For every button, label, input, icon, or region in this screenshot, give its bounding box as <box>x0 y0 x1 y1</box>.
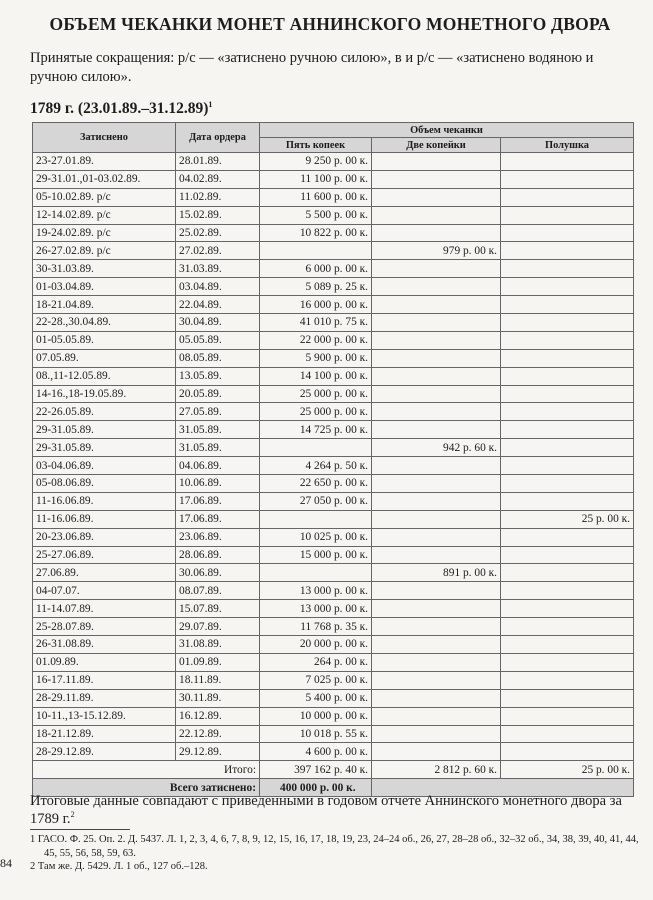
cell-two-kopeks <box>372 528 501 546</box>
cell-zatisneno: 25-28.07.89. <box>33 618 176 636</box>
cell-two-kopeks <box>372 636 501 654</box>
cell-zatisneno: 29-31.01.,01-03.02.89. <box>33 170 176 188</box>
table-row <box>33 618 634 636</box>
cell-order-date: 31.05.89. <box>176 421 260 439</box>
cell-order-date: 17.06.89. <box>176 510 260 528</box>
cell-five-kopeks: 15 000 р. 00 к. <box>260 546 372 564</box>
page-title: ОБЪЕМ ЧЕКАНКИ МОНЕТ АННИНСКОГО МОНЕТНОГО ДВОРА <box>49 14 611 34</box>
cell-two-kopeks <box>372 385 501 403</box>
cell-five-kopeks: 5 089 р. 25 к. <box>260 278 372 296</box>
cell-two-kopeks <box>372 278 501 296</box>
cell-five-kopeks: 9 250 р. 00 к. <box>260 153 372 171</box>
cell-polushka <box>501 367 634 385</box>
cell-five-kopeks: 11 100 р. 00 к. <box>260 170 372 188</box>
cell-polushka <box>501 671 634 689</box>
table-row <box>33 206 634 224</box>
cell-order-date: 20.05.89. <box>176 385 260 403</box>
cell-zatisneno: 18-21.04.89. <box>33 296 176 314</box>
summary-footnote-ref: 2 <box>70 810 75 819</box>
cell-order-date: 23.06.89. <box>176 528 260 546</box>
table-row <box>33 367 634 385</box>
minting-table <box>32 122 634 797</box>
cell-two-kopeks <box>372 707 501 725</box>
cell-polushka <box>501 618 634 636</box>
cell-order-date: 29.12.89. <box>176 743 260 761</box>
table-row <box>33 170 634 188</box>
cell-zatisneno: 22-28.,30.04.89. <box>33 314 176 332</box>
cell-two-kopeks <box>372 725 501 743</box>
cell-polushka <box>501 153 634 171</box>
table-row <box>33 546 634 564</box>
totals-polushka: 25 р. 00 к. <box>501 761 634 779</box>
cell-five-kopeks: 11 768 р. 35 к. <box>260 618 372 636</box>
cell-five-kopeks: 11 600 р. 00 к. <box>260 188 372 206</box>
grand-total-label: Всего затиснено: <box>33 779 260 797</box>
cell-order-date: 27.02.89. <box>176 242 260 260</box>
header-five-kopeks: Пять копеек <box>260 138 372 153</box>
cell-two-kopeks <box>372 153 501 171</box>
cell-polushka <box>501 206 634 224</box>
cell-polushka <box>501 582 634 600</box>
cell-zatisneno: 07.05.89. <box>33 349 176 367</box>
cell-polushka <box>501 349 634 367</box>
cell-zatisneno: 11-16.06.89. <box>33 510 176 528</box>
cell-five-kopeks: 10 025 р. 00 к. <box>260 528 372 546</box>
cell-order-date: 28.01.89. <box>176 153 260 171</box>
table-row <box>33 564 634 582</box>
table-row <box>33 439 634 457</box>
cell-zatisneno: 16-17.11.89. <box>33 671 176 689</box>
cell-zatisneno: 12-14.02.89. р/с <box>33 206 176 224</box>
cell-five-kopeks: 10 000 р. 00 к. <box>260 707 372 725</box>
cell-polushka <box>501 546 634 564</box>
cell-order-date: 30.11.89. <box>176 689 260 707</box>
footnotes <box>30 833 642 874</box>
cell-polushka <box>501 689 634 707</box>
cell-five-kopeks: 22 000 р. 00 к. <box>260 331 372 349</box>
cell-zatisneno: 05-10.02.89. р/с <box>33 188 176 206</box>
cell-zatisneno: 23-27.01.89. <box>33 153 176 171</box>
cell-two-kopeks <box>372 349 501 367</box>
cell-two-kopeks <box>372 188 501 206</box>
header-zatisneno: Затиснено <box>33 123 176 153</box>
table-row <box>33 331 634 349</box>
table-row <box>33 475 634 493</box>
cell-order-date: 22.04.89. <box>176 296 260 314</box>
cell-two-kopeks <box>372 206 501 224</box>
cell-five-kopeks: 7 025 р. 00 к. <box>260 671 372 689</box>
summary-text: Итоговые данные совпадают с приведенными в годовом отчете Аннинского монетного двора за 1789 г. <box>30 793 622 827</box>
cell-polushka <box>501 170 634 188</box>
year-heading-footnote-ref: 1 <box>208 100 213 109</box>
table-row <box>33 653 634 671</box>
cell-two-kopeks <box>372 314 501 332</box>
cell-polushka <box>501 528 634 546</box>
cell-two-kopeks <box>372 260 501 278</box>
cell-order-date: 31.03.89. <box>176 260 260 278</box>
cell-five-kopeks: 5 900 р. 00 к. <box>260 349 372 367</box>
cell-zatisneno: 26-27.02.89. р/с <box>33 242 176 260</box>
table-row <box>33 636 634 654</box>
cell-two-kopeks <box>372 331 501 349</box>
cell-polushka <box>501 188 634 206</box>
table-row <box>33 671 634 689</box>
cell-polushka <box>501 725 634 743</box>
cell-five-kopeks <box>260 510 372 528</box>
cell-two-kopeks <box>372 403 501 421</box>
cell-zatisneno: 30-31.03.89. <box>33 260 176 278</box>
cell-five-kopeks: 14 100 р. 00 к. <box>260 367 372 385</box>
table-row <box>33 242 634 260</box>
table-row <box>33 528 634 546</box>
cell-order-date: 29.07.89. <box>176 618 260 636</box>
cell-order-date: 16.12.89. <box>176 707 260 725</box>
cell-two-kopeks: 979 р. 00 к. <box>372 242 501 260</box>
cell-five-kopeks: 10 018 р. 55 к. <box>260 725 372 743</box>
table-body <box>33 153 634 761</box>
cell-order-date: 04.02.89. <box>176 170 260 188</box>
cell-zatisneno: 27.06.89. <box>33 564 176 582</box>
cell-zatisneno: 25-27.06.89. <box>33 546 176 564</box>
cell-zatisneno: 19-24.02.89. р/с <box>33 224 176 242</box>
table-row <box>33 582 634 600</box>
cell-polushka <box>501 314 634 332</box>
table-row <box>33 385 634 403</box>
cell-order-date: 10.06.89. <box>176 475 260 493</box>
cell-polushka <box>501 564 634 582</box>
cell-order-date: 17.06.89. <box>176 492 260 510</box>
table-row <box>33 188 634 206</box>
cell-two-kopeks <box>372 224 501 242</box>
cell-two-kopeks <box>372 296 501 314</box>
cell-zatisneno: 11-16.06.89. <box>33 492 176 510</box>
cell-polushka <box>501 403 634 421</box>
cell-five-kopeks: 264 р. 00 к. <box>260 653 372 671</box>
table-row <box>33 153 634 171</box>
cell-order-date: 28.06.89. <box>176 546 260 564</box>
cell-two-kopeks <box>372 546 501 564</box>
cell-five-kopeks: 14 725 р. 00 к. <box>260 421 372 439</box>
totals-row <box>33 761 634 779</box>
cell-order-date: 25.02.89. <box>176 224 260 242</box>
cell-five-kopeks: 5 400 р. 00 к. <box>260 689 372 707</box>
table-row <box>33 421 634 439</box>
cell-order-date: 08.07.89. <box>176 582 260 600</box>
totals-blank-cell <box>33 761 176 779</box>
header-polushka: Полушка <box>501 138 634 153</box>
cell-two-kopeks <box>372 743 501 761</box>
cell-two-kopeks <box>372 510 501 528</box>
cell-two-kopeks <box>372 492 501 510</box>
cell-zatisneno: 22-26.05.89. <box>33 403 176 421</box>
cell-polushka <box>501 457 634 475</box>
cell-zatisneno: 01-03.04.89. <box>33 278 176 296</box>
cell-zatisneno: 18-21.12.89. <box>33 725 176 743</box>
footnote-2: 2 Там же. Д. 5429. Л. 1 об., 127 об.–128. <box>30 861 208 872</box>
cell-zatisneno: 10-11.,13-15.12.89. <box>33 707 176 725</box>
cell-two-kopeks <box>372 671 501 689</box>
footnote-1: 1 ГАСО. Ф. 25. Оп. 2. Д. 5437. Л. 1, 2, 3, 4, 6, 7, 8, 9, 12, 15, 16, 17, 18, 19, 23, 24–24 об., 26, 27, 28–28 об., 32–32 об., 34, 38, 39, 40, 41, 44, 45, 55, 56, 58, 59, 63. <box>30 834 639 859</box>
cell-five-kopeks: 25 000 р. 00 к. <box>260 385 372 403</box>
cell-polushka <box>501 260 634 278</box>
cell-order-date: 15.02.89. <box>176 206 260 224</box>
table-row <box>33 260 634 278</box>
cell-polushka <box>501 439 634 457</box>
cell-five-kopeks: 5 500 р. 00 к. <box>260 206 372 224</box>
year-heading-text: 1789 г. (23.01.89.–31.12.89) <box>30 100 209 118</box>
cell-two-kopeks <box>372 689 501 707</box>
cell-two-kopeks <box>372 475 501 493</box>
cell-polushka <box>501 636 634 654</box>
cell-zatisneno: 03-04.06.89. <box>33 457 176 475</box>
cell-two-kopeks: 942 р. 60 к. <box>372 439 501 457</box>
cell-order-date: 31.08.89. <box>176 636 260 654</box>
cell-zatisneno: 01.09.89. <box>33 653 176 671</box>
cell-five-kopeks: 10 822 р. 00 к. <box>260 224 372 242</box>
cell-order-date: 31.05.89. <box>176 439 260 457</box>
cell-polushka <box>501 492 634 510</box>
cell-zatisneno: 01-05.05.89. <box>33 331 176 349</box>
cell-five-kopeks <box>260 564 372 582</box>
table-row <box>33 600 634 618</box>
cell-polushka: 25 р. 00 к. <box>501 510 634 528</box>
page-number: 84 <box>0 856 12 870</box>
cell-zatisneno: 28-29.11.89. <box>33 689 176 707</box>
cell-order-date: 22.12.89. <box>176 725 260 743</box>
cell-polushka <box>501 421 634 439</box>
cell-zatisneno: 14-16.,18-19.05.89. <box>33 385 176 403</box>
cell-polushka <box>501 653 634 671</box>
cell-two-kopeks <box>372 600 501 618</box>
cell-two-kopeks: 891 р. 00 к. <box>372 564 501 582</box>
table-row <box>33 349 634 367</box>
footnote-divider <box>30 829 130 830</box>
table-row <box>33 510 634 528</box>
cell-polushka <box>501 278 634 296</box>
cell-five-kopeks: 13 000 р. 00 к. <box>260 600 372 618</box>
summary-note <box>30 793 645 828</box>
cell-order-date: 13.05.89. <box>176 367 260 385</box>
cell-five-kopeks: 41 010 р. 75 к. <box>260 314 372 332</box>
cell-order-date: 08.05.89. <box>176 349 260 367</box>
cell-five-kopeks: 4 264 р. 50 к. <box>260 457 372 475</box>
cell-polushka <box>501 475 634 493</box>
cell-zatisneno: 04-07.07. <box>33 582 176 600</box>
cell-order-date: 15.07.89. <box>176 600 260 618</box>
cell-two-kopeks <box>372 367 501 385</box>
cell-five-kopeks: 22 650 р. 00 к. <box>260 475 372 493</box>
header-order-date: Дата ордера <box>176 123 260 153</box>
table-row <box>33 492 634 510</box>
header-volume: Объем чеканки <box>260 123 634 138</box>
table-row <box>33 403 634 421</box>
year-heading <box>30 100 212 118</box>
cell-polushka <box>501 242 634 260</box>
cell-two-kopeks <box>372 582 501 600</box>
cell-five-kopeks: 20 000 р. 00 к. <box>260 636 372 654</box>
cell-order-date: 30.04.89. <box>176 314 260 332</box>
table-row <box>33 457 634 475</box>
table-row <box>33 224 634 242</box>
cell-zatisneno: 11-14.07.89. <box>33 600 176 618</box>
cell-two-kopeks <box>372 618 501 636</box>
cell-polushka <box>501 600 634 618</box>
cell-order-date: 03.04.89. <box>176 278 260 296</box>
cell-order-date: 01.09.89. <box>176 653 260 671</box>
table-row <box>33 314 634 332</box>
cell-order-date: 04.06.89. <box>176 457 260 475</box>
cell-zatisneno: 05-08.06.89. <box>33 475 176 493</box>
cell-two-kopeks <box>372 421 501 439</box>
cell-polushka <box>501 385 634 403</box>
cell-zatisneno: 08.,11-12.05.89. <box>33 367 176 385</box>
cell-polushka <box>501 707 634 725</box>
cell-polushka <box>501 224 634 242</box>
cell-zatisneno: 29-31.05.89. <box>33 439 176 457</box>
cell-five-kopeks: 13 000 р. 00 к. <box>260 582 372 600</box>
cell-zatisneno: 28-29.12.89. <box>33 743 176 761</box>
table-row <box>33 743 634 761</box>
cell-two-kopeks <box>372 653 501 671</box>
cell-five-kopeks <box>260 242 372 260</box>
cell-polushka <box>501 331 634 349</box>
abbreviations-note: Принятые сокращения: р/с — «затиснено ручною силою», в и р/с — «затиснено водяною и ручною силою». <box>30 50 594 85</box>
cell-two-kopeks <box>372 457 501 475</box>
cell-five-kopeks: 16 000 р. 00 к. <box>260 296 372 314</box>
cell-five-kopeks: 4 600 р. 00 к. <box>260 743 372 761</box>
table-row <box>33 689 634 707</box>
header-two-kopeks: Две копейки <box>372 138 501 153</box>
cell-five-kopeks: 25 000 р. 00 к. <box>260 403 372 421</box>
cell-order-date: 11.02.89. <box>176 188 260 206</box>
cell-two-kopeks <box>372 170 501 188</box>
cell-five-kopeks: 27 050 р. 00 к. <box>260 492 372 510</box>
table-row <box>33 278 634 296</box>
totals-label: Итого: <box>176 761 260 779</box>
cell-order-date: 05.05.89. <box>176 331 260 349</box>
cell-polushka <box>501 296 634 314</box>
cell-zatisneno: 29-31.05.89. <box>33 421 176 439</box>
table-row <box>33 707 634 725</box>
cell-order-date: 18.11.89. <box>176 671 260 689</box>
cell-polushka <box>501 743 634 761</box>
cell-order-date: 30.06.89. <box>176 564 260 582</box>
grand-total-value: 400 000 р. 00 к. <box>260 779 372 797</box>
cell-zatisneno: 26-31.08.89. <box>33 636 176 654</box>
cell-order-date: 27.05.89. <box>176 403 260 421</box>
cell-five-kopeks: 6 000 р. 00 к. <box>260 260 372 278</box>
cell-five-kopeks <box>260 439 372 457</box>
binding-margin-shadow <box>0 40 10 500</box>
cell-zatisneno: 20-23.06.89. <box>33 528 176 546</box>
totals-two-kopeks: 2 812 р. 60 к. <box>372 761 501 779</box>
table-row <box>33 725 634 743</box>
table-row <box>33 296 634 314</box>
totals-five-kopeks: 397 162 р. 40 к. <box>260 761 372 779</box>
